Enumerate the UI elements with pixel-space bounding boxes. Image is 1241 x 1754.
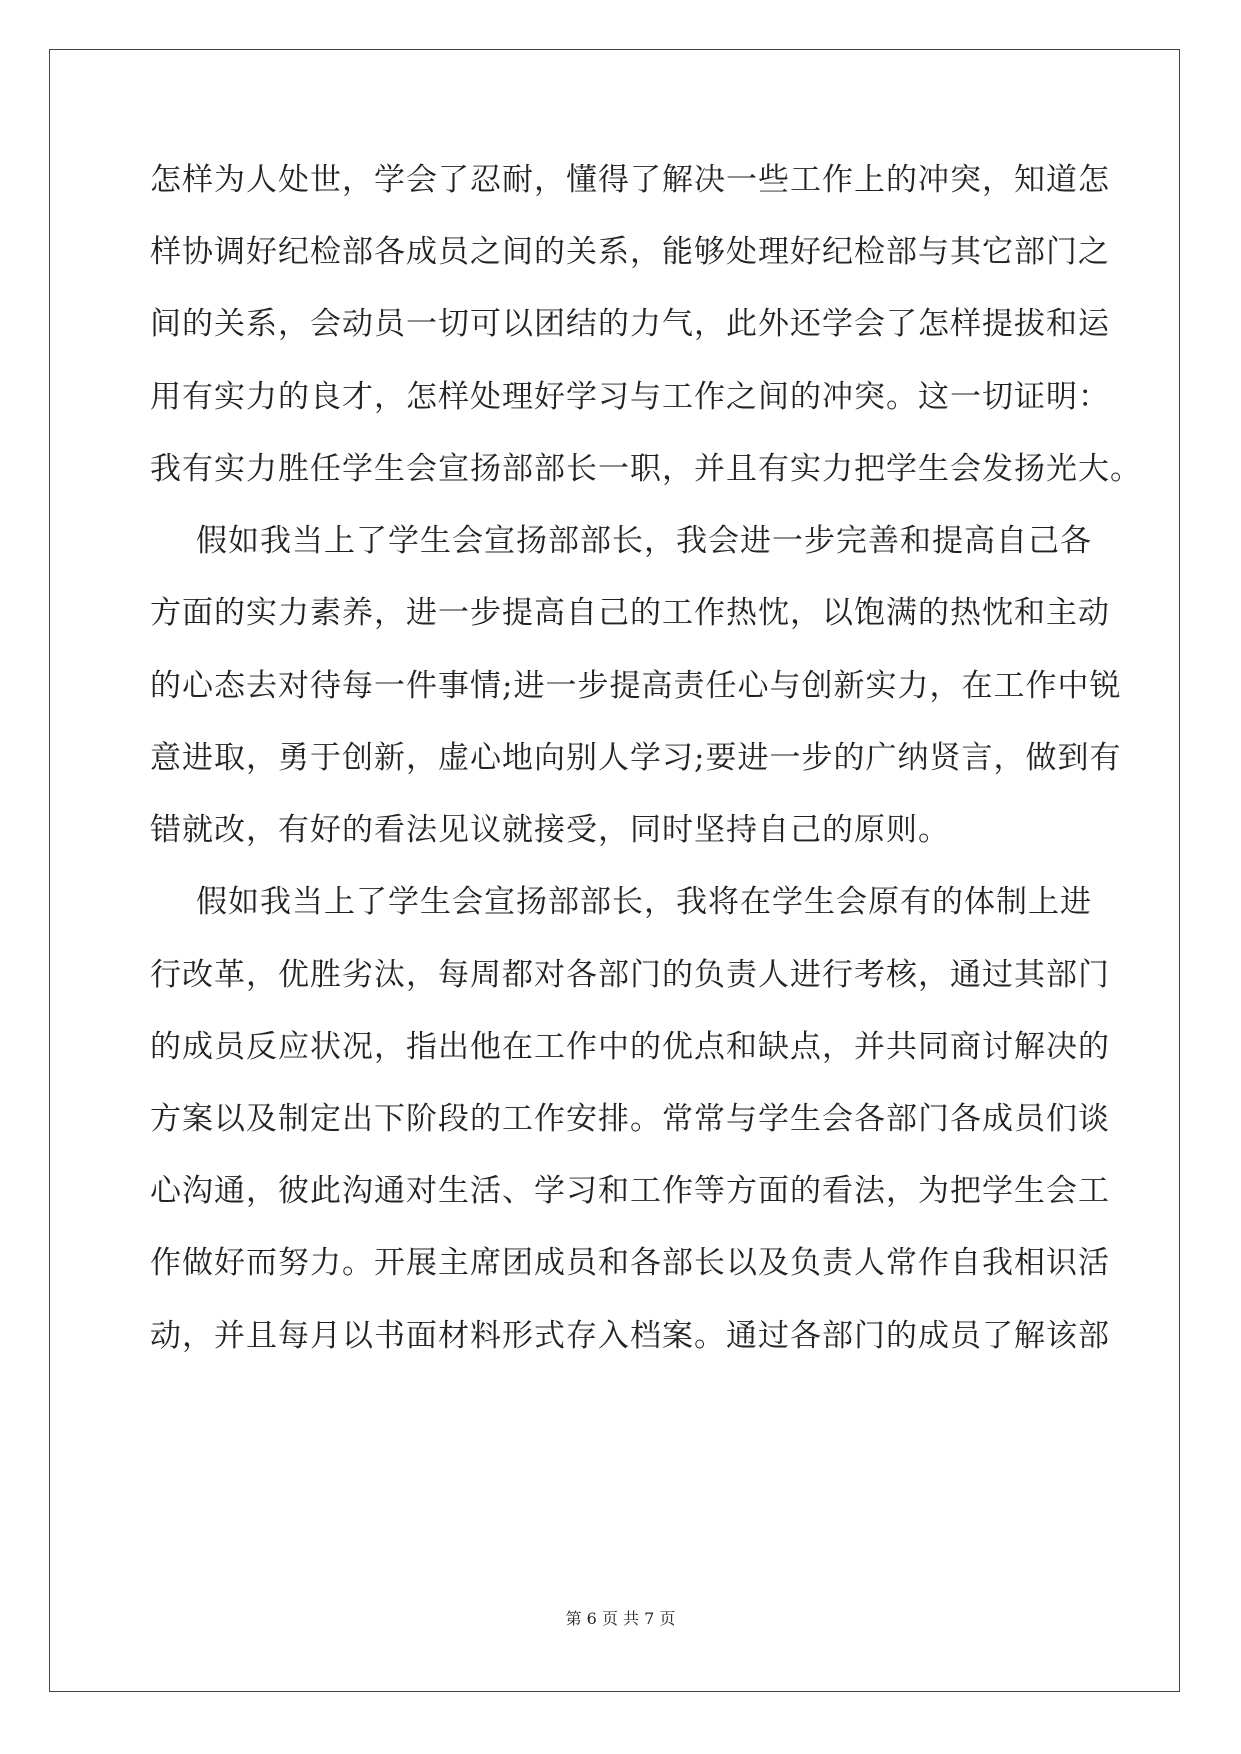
text-line: 我有实力胜任学生会宣扬部部长一职，并且有实力把学生会发扬光大。 [150, 451, 1142, 487]
text-line: 方案以及制定出下阶段的工作安排。常常与学生会各部门各成员们谈 [150, 1101, 1110, 1137]
text-line: 作做好而努力。开展主席团成员和各部长以及负责人常作自我相识活 [150, 1245, 1110, 1281]
paragraph-first-line: 假如我当上了学生会宣扬部部长，我会进一步完善和提高自己各 [196, 523, 1092, 559]
page-number-label: 第 6 页 共 7 页 [565, 1609, 676, 1628]
text-line: 方面的实力素养，进一步提高自己的工作热忱，以饱满的热忱和主动 [150, 595, 1110, 631]
text-line: 用有实力的良才，怎样处理好学习与工作之间的冲突。这一切证明： [150, 379, 1110, 415]
text-line: 间的关系，会动员一切可以团结的力气，此外还学会了怎样提拔和运 [150, 306, 1110, 342]
text-line: 心沟通，彼此沟通对生活、学习和工作等方面的看法，为把学生会工 [150, 1173, 1110, 1209]
text-line: 样协调好纪检部各成员之间的关系，能够处理好纪检部与其它部门之 [150, 234, 1110, 270]
text-line: 怎样为人处世，学会了忍耐，懂得了解决一些工作上的冲突，知道怎 [150, 162, 1110, 198]
paragraph-first-line: 假如我当上了学生会宣扬部部长，我将在学生会原有的体制上进 [196, 884, 1092, 920]
text-line: 意进取，勇于创新，虚心地向别人学习;要进一步的广纳贤言，做到有 [150, 740, 1122, 776]
text-line: 的心态去对待每一件事情;进一步提高责任心与创新实力，在工作中锐 [150, 668, 1122, 704]
page-footer [0, 1606, 1241, 1629]
text-line: 动，并且每月以书面材料形式存入档案。通过各部门的成员了解该部 [150, 1318, 1110, 1354]
text-line: 行改革，优胜劣汰，每周都对各部门的负责人进行考核，通过其部门 [150, 957, 1110, 993]
text-line: 的成员反应状况，指出他在工作中的优点和缺点，并共同商讨解决的 [150, 1029, 1110, 1065]
text-line: 错就改，有好的看法见议就接受，同时坚持自己的原则。 [150, 812, 950, 848]
page-border [49, 49, 1180, 1692]
